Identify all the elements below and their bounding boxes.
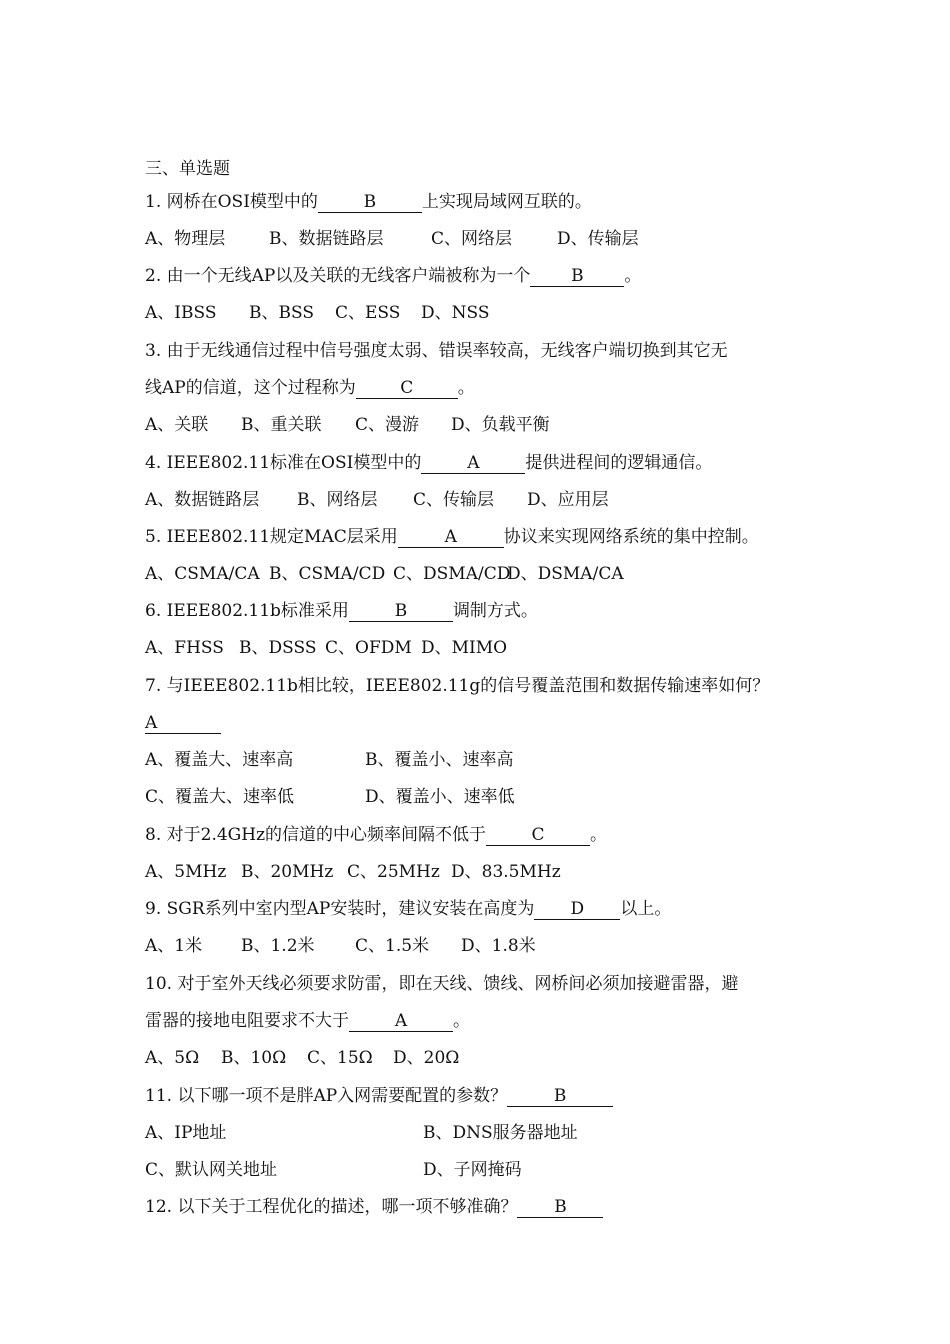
section-title: 三、单选题: [145, 159, 230, 179]
question-text: 提供进程间的逻辑通信。: [525, 453, 713, 473]
option-d: D、20Ω: [393, 1048, 460, 1068]
option-c: C、覆盖大、速率低: [145, 787, 295, 807]
options-9: [145, 935, 536, 957]
option-b: B、DSSS: [239, 638, 317, 658]
question-text: 2. 由一个无线AP以及关联的无线客户端被称为一个: [145, 266, 531, 286]
option-b: B、重关联: [241, 415, 322, 435]
option-c: C、OFDM: [325, 638, 412, 658]
options-4: [145, 489, 609, 511]
question-6: [145, 600, 538, 622]
option-b: B、网络层: [297, 490, 378, 510]
question-7-answer: [145, 712, 221, 734]
question-text: 协议来实现网络系统的集中控制。: [503, 527, 759, 547]
question-text: 6. IEEE802.11b标准采用: [145, 601, 349, 621]
option-d: D、应用层: [527, 490, 609, 510]
question-text: 调制方式。: [452, 601, 538, 621]
option-d: D、DSMA/CA: [507, 564, 624, 584]
answer-blank: B: [318, 192, 422, 213]
options-5: [145, 563, 624, 585]
option-a: A、1米: [145, 936, 203, 956]
option-d: D、子网掩码: [423, 1160, 522, 1180]
option-c: C、15Ω: [307, 1048, 373, 1068]
option-c: C、25MHz: [347, 862, 440, 882]
option-c: C、传输层: [413, 490, 495, 510]
options-11b: [145, 1159, 522, 1181]
answer-blank: B: [349, 601, 453, 622]
options-2: [145, 302, 490, 324]
answer-blank: A: [398, 527, 504, 548]
option-c: C、默认网关地址: [145, 1160, 278, 1180]
options-7b: [145, 786, 515, 808]
question-text: 1. 网桥在OSI模型中的: [145, 192, 318, 212]
option-a: A、5Ω: [145, 1048, 200, 1068]
option-d: D、1.8米: [461, 936, 536, 956]
question-text: 4. IEEE802.11标准在OSI模型中的: [145, 453, 422, 473]
question-12: [145, 1196, 603, 1218]
option-d: D、MIMO: [421, 638, 508, 658]
option-a: A、关联: [145, 415, 209, 435]
option-a: A、IP地址: [145, 1123, 227, 1143]
question-3: 3. 由于无线通信过程中信号强度太弱、错误率较高，无线客户端切换到其它无: [145, 341, 728, 361]
answer-blank: C: [356, 378, 458, 399]
options-7a: [145, 749, 514, 771]
question-10-cont: [145, 1010, 470, 1032]
option-c: C、DSMA/CD: [393, 564, 511, 584]
option-d: D、传输层: [557, 229, 639, 249]
question-text: 上实现局域网互联的。: [421, 192, 592, 212]
option-a: A、数据链路层: [145, 490, 260, 510]
answer-blank: A: [421, 453, 525, 474]
question-4: [145, 452, 712, 474]
option-b: B、DNS服务器地址: [423, 1123, 578, 1143]
option-a: A、FHSS: [145, 638, 224, 658]
question-8: [145, 824, 607, 846]
question-10: 10. 对于室外天线必须要求防雷，即在天线、馈线、网桥间必须加接避雷器，避: [145, 974, 739, 994]
answer-blank: B: [517, 1197, 603, 1218]
option-b: B、1.2米: [241, 936, 315, 956]
option-a: A、CSMA/CA: [145, 564, 260, 584]
option-b: B、BSS: [249, 303, 314, 323]
question-text: 。: [457, 378, 475, 398]
option-d: D、覆盖小、速率低: [365, 787, 515, 807]
option-d: D、83.5MHz: [451, 862, 561, 882]
question-text: 5. IEEE802.11规定MAC层采用: [145, 527, 398, 547]
answer-blank: A: [349, 1011, 453, 1032]
question-5: [145, 526, 759, 548]
option-c: C、漫游: [355, 415, 420, 435]
option-d: D、NSS: [421, 303, 490, 323]
question-2: [145, 265, 641, 287]
options-10: [145, 1047, 459, 1069]
question-9: [145, 898, 671, 920]
option-a: A、覆盖大、速率高: [145, 750, 294, 770]
option-c: C、网络层: [431, 229, 513, 249]
option-a: A、物理层: [145, 229, 226, 249]
question-7: 7. 与IEEE802.11b相比较，IEEE802.11g的信号覆盖范围和数据传输速率如何？: [145, 676, 770, 696]
answer-blank: A: [145, 713, 221, 734]
question-text: 雷器的接地电阻要求不大于: [145, 1011, 349, 1031]
question-text: 12. 以下关于工程优化的描述，哪一项不够准确？: [145, 1197, 518, 1217]
answer-blank: D: [534, 899, 620, 920]
options-1: [145, 228, 639, 250]
question-1: [145, 191, 592, 213]
answer-blank: C: [486, 825, 590, 846]
option-b: B、CSMA/CD: [269, 564, 386, 584]
option-a: A、5MHz: [145, 862, 227, 882]
option-b: B、数据链路层: [269, 229, 384, 249]
question-text: 。: [590, 825, 608, 845]
options-8: [145, 861, 561, 883]
question-text: 8. 对于2.4GHz的信道的中心频率间隔不低于: [145, 825, 487, 845]
question-11: [145, 1085, 613, 1107]
option-c: C、1.5米: [355, 936, 430, 956]
option-b: B、20MHz: [241, 862, 334, 882]
options-11a: [145, 1122, 578, 1144]
question-text: 11. 以下哪一项不是胖AP入网需要配置的参数？: [145, 1086, 508, 1106]
question-text: 线AP的信道，这个过程称为: [145, 378, 356, 398]
question-3-cont: [145, 377, 475, 399]
question-text: 。: [453, 1011, 470, 1031]
question-text: 以上。: [620, 899, 672, 919]
options-6: [145, 637, 507, 659]
option-c: C、ESS: [335, 303, 401, 323]
answer-blank: B: [530, 266, 624, 287]
option-a: A、IBSS: [145, 303, 217, 323]
option-b: B、10Ω: [221, 1048, 287, 1068]
answer-blank: B: [507, 1086, 613, 1107]
question-text: 。: [624, 266, 642, 286]
options-3: [145, 414, 550, 436]
option-d: D、负载平衡: [451, 415, 550, 435]
option-b: B、覆盖小、速率高: [365, 750, 514, 770]
question-text: 9. SGR系列中室内型AP安装时，建议安装在高度为: [145, 899, 535, 919]
